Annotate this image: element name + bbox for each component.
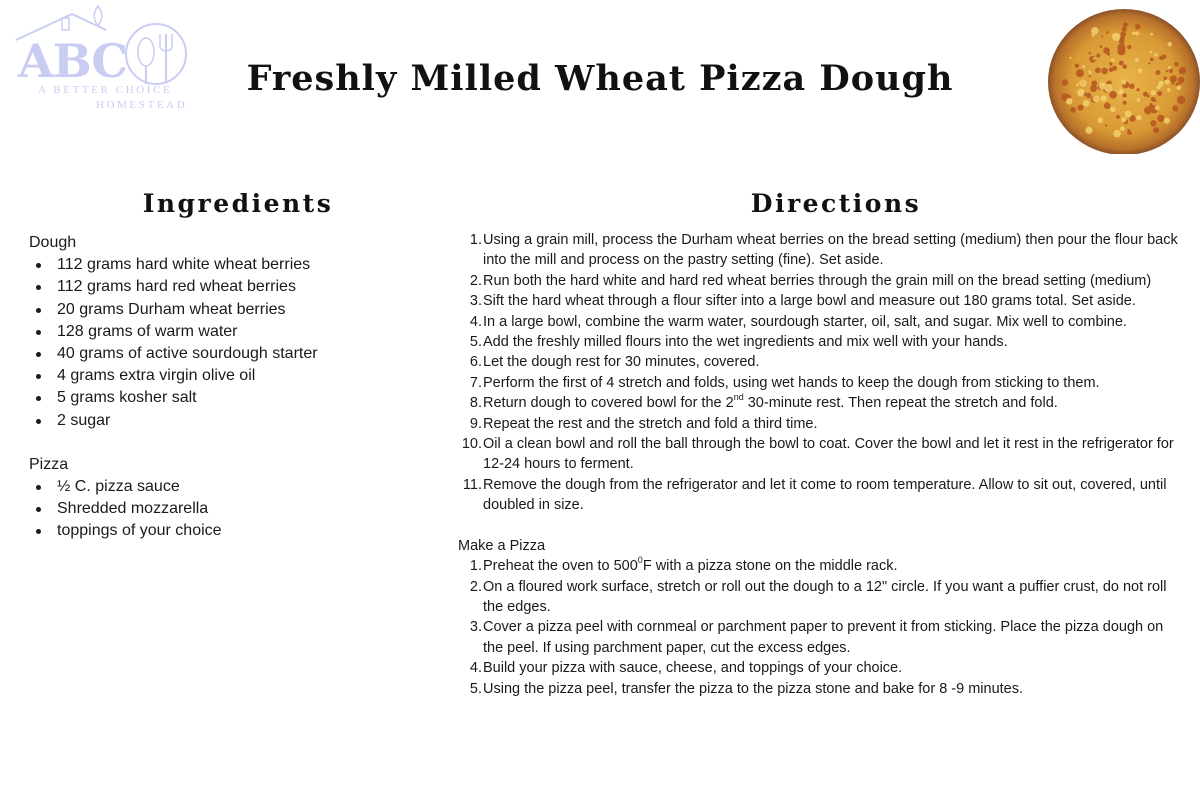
list-item: 5 grams kosher salt <box>29 387 429 409</box>
list-item: toppings of your choice <box>29 520 429 542</box>
degree-superscript: 0 <box>637 555 643 566</box>
step-number: 6. <box>469 354 482 371</box>
ingredients-heading: Ingredients <box>142 189 334 218</box>
step-text: Run both the hard white and hard red wheat berries through the grain mill on the bread setting (medium) <box>483 272 1152 289</box>
step-text: Perform the first of 4 stretch and folds, using wet hands to keep the dough from sticking to them. <box>483 374 1100 391</box>
step-text: Using the pizza peel, transfer the pizza to the pizza stone and bake for 8 -9 minutes. <box>483 680 1024 697</box>
step-text: Let the dough rest for 30 minutes, covered. <box>483 354 760 371</box>
step-number: 7. <box>469 374 482 391</box>
dough-steps <box>458 230 1178 516</box>
dough-subheading: Dough <box>29 234 77 251</box>
direction-step <box>458 577 1178 618</box>
step-text: Using a grain mill, process the Durham wheat berries on the bread setting (medium) then pour the flour back into the mill and process on the pastry setting (fine). Set aside. <box>483 232 1178 269</box>
direction-step <box>458 434 1178 475</box>
direction-step <box>458 373 1178 393</box>
step-number: 9. <box>469 415 482 432</box>
step-text: Repeat the rest and the stretch and fold a third time. <box>483 415 818 432</box>
step-text-a: Return dough to covered bowl for the 2 <box>483 395 734 412</box>
logo-tagline-1: A BETTER CHOICE <box>38 84 173 96</box>
recipe-title: Freshly Milled Wheat Pizza Dough <box>246 58 954 99</box>
pizza-photo <box>1046 6 1200 154</box>
list-item: 4 grams extra virgin olive oil <box>29 365 429 387</box>
step-number: 2. <box>469 578 482 595</box>
step-number: 5. <box>469 680 482 697</box>
step-number: 4. <box>469 313 482 330</box>
direction-step <box>458 658 1178 678</box>
step-text: Add the freshly milled flours into the wet ingredients and mix well with your hands. <box>483 334 1008 351</box>
step-text-b: F with a pizza stone on the middle rack. <box>642 558 898 575</box>
make-pizza-subheading: Make a Pizza <box>458 537 546 554</box>
step-number: 1. <box>469 558 482 575</box>
step-text: Remove the dough from the refrigerator and let it come to room temperature. Allow to sit out, covered, until doubled in size. <box>483 476 1167 514</box>
list-item: Shredded mozzarella <box>29 498 429 520</box>
direction-step <box>458 679 1178 699</box>
list-item: 128 grams of warm water <box>29 321 429 343</box>
logo-tagline-2: HOMESTEAD <box>96 99 188 111</box>
step-text-b: 30-minute rest. Then repeat the stretch and fold. <box>743 395 1058 412</box>
list-item: 112 grams hard white wheat berries <box>29 254 429 276</box>
step-text: In a large bowl, combine the warm water, sourdough starter, oil, salt, and sugar. Mix well to combine. <box>483 313 1127 330</box>
list-item: 112 grams hard red wheat berries <box>29 276 429 298</box>
direction-step <box>458 230 1178 271</box>
step-text: Oil a clean bowl and roll the ball through the bowl to coat. Cover the bowl and let it rest in the refrigerator for 12-24 hours to ferment. <box>483 436 1174 473</box>
direction-step <box>458 617 1178 658</box>
step-number: 11. <box>462 476 482 493</box>
direction-step <box>458 312 1178 332</box>
ingredients-list <box>29 232 429 543</box>
step-text: On a floured work surface, stretch or roll out the dough to a 12" circle. If you want a puffier crust, do not roll the edges. <box>483 578 1167 615</box>
pizza-ingredients <box>29 476 429 543</box>
list-item: 20 grams Durham wheat berries <box>29 299 429 321</box>
step-text: Sift the hard wheat through a flour sifter into a large bowl and measure out 180 grams total. Set aside. <box>483 293 1136 310</box>
direction-step <box>458 475 1178 516</box>
step-number: 10. <box>461 436 482 453</box>
direction-step <box>458 352 1178 372</box>
dough-ingredients <box>29 254 429 432</box>
make-pizza-steps <box>458 556 1178 699</box>
step-text-a: Preheat the oven to 500 <box>483 558 638 575</box>
directions-heading: Directions <box>750 189 922 218</box>
step-number: 2. <box>469 272 482 289</box>
directions-list <box>458 230 1178 699</box>
step-text: Build your pizza with sauce, cheese, and toppings of your choice. <box>483 660 903 677</box>
step-number: 3. <box>469 293 482 310</box>
step-superscript: nd <box>733 392 744 403</box>
list-item: 40 grams of active sourdough starter <box>29 343 429 365</box>
direction-step <box>458 271 1178 291</box>
direction-step <box>458 332 1178 352</box>
direction-step <box>458 556 1178 576</box>
step-number: 5. <box>469 334 482 351</box>
pizza-subheading: Pizza <box>29 455 69 473</box>
logo-abc-text: ABC <box>18 34 128 88</box>
direction-step <box>458 414 1178 434</box>
list-item: 2 sugar <box>29 410 429 432</box>
direction-step <box>458 291 1178 311</box>
direction-step <box>458 393 1178 413</box>
step-text: Cover a pizza peel with cornmeal or parchment paper to prevent it from sticking. Place the pizza dough on the peel. If using parchment paper, cut the excess edges. <box>483 619 1164 656</box>
list-item: ½ C. pizza sauce <box>29 476 429 498</box>
step-number: 8. <box>469 395 482 412</box>
step-number: 4. <box>469 660 482 677</box>
step-number: 1. <box>469 232 482 248</box>
step-number: 3. <box>469 619 482 636</box>
